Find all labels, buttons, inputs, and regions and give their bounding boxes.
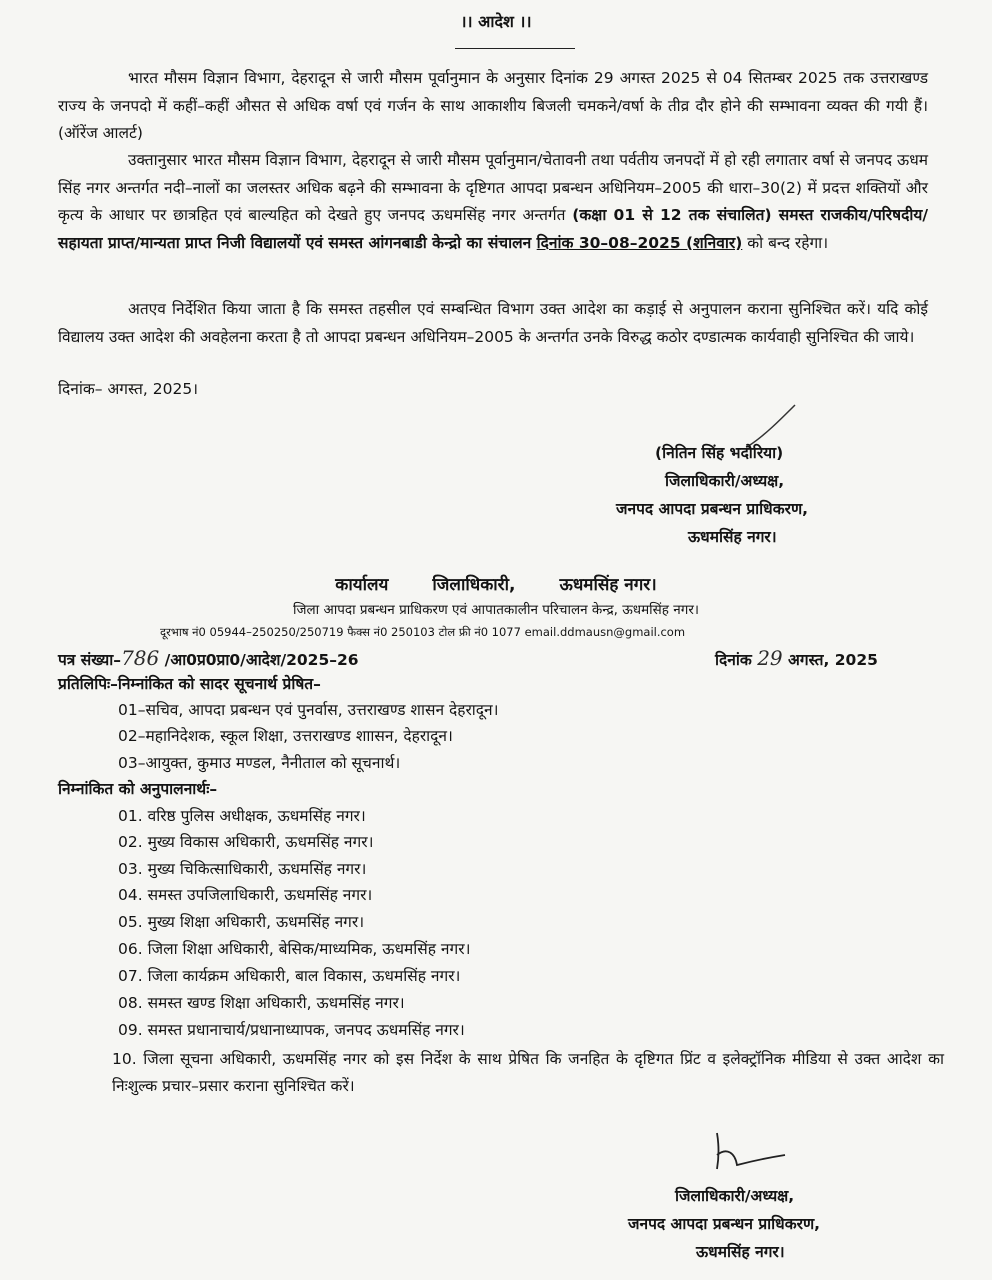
closure-scope: (कक्षा 01 से 12 तक संचालित) समस्त राजकीय/परिषदीय/सहायता प्राप्त/मान्यता प्राप्त निजी विद्यालयों एवं समस्त आंगनबाडी केन्द्रो का संचालन — [58, 206, 928, 252]
office-word-2: जिलाधिकारी, — [432, 575, 516, 595]
closure-date: दिनांक 30–08–2025 (शनिवार) — [536, 233, 743, 252]
office-word-3: ऊधमसिंह नगर। — [559, 575, 657, 595]
signatory-2-designation: जिलाधिकारी/अध्यक्ष, — [675, 1187, 795, 1205]
office-contact: दूरभाष नं0 05944–250250/250719 फैक्स नं0 250103 टोल फ्री नं0 1077 email.ddmausn@gmail.com — [160, 625, 686, 639]
compliance-item-10: 10. जिला सूचना अधिकारी, ऊधमसिंह नगर को इस निर्देश के साथ प्रेषित कि जनहित के दृष्टिगत प्रिंट व इलेक्ट्रॉनिक मीडिया से उक्त आदेश का निःशुल्क प्रचार–प्रसार कराना सुनिश्चित करें। — [112, 1050, 944, 1095]
compliance-item: 09. समस्त प्रधानाचार्य/प्रधानाध्यापक, जनपद ऊधमसिंह नगर। — [118, 1021, 465, 1039]
copy-item: 02–महानिदेशक, स्कूल शिक्षा, उत्तराखण्ड शाासन, देहरादून। — [118, 727, 453, 745]
letter-number-label: पत्र संख्या– — [58, 651, 122, 669]
copy-item: 01–सचिव, आपदा प्रबन्धन एवं पुनर्वास, उत्तराखण्ड शासन देहरादून। — [118, 701, 499, 719]
letter-number — [58, 646, 359, 670]
compliance-item: 01. वरिष्ठ पुलिस अधीक्षक, ऊधमसिंह नगर। — [118, 807, 366, 825]
office-header — [0, 572, 992, 595]
title-underline — [455, 48, 575, 49]
letter-number-rest: /आ0प्र0प्रा0/आदेश/2025–26 — [164, 651, 359, 669]
closure-tail: को बन्द रहेगा। — [742, 233, 829, 252]
compliance-item: 03. मुख्य चिकित्साधिकारी, ऊधमसिंह नगर। — [118, 860, 367, 878]
signatory-2-place: ऊधमसिंह नगर। — [696, 1243, 785, 1261]
signatory-name: (नितिन सिंह भदौरिया) — [655, 444, 784, 462]
letter-date-rest: अगस्त, 2025 — [788, 651, 878, 669]
closure-text: उक्तानुसार भारत मौसम विज्ञान विभाग, देहरादून से जारी मौसम पूर्वानुमान/चेतावनी तथा पर्वतीय जनपदों में हो रही लगातार वर्षा से जनपद ऊधम सिंह नगर अन्तर्गत नदी–नालों का जलस्तर अधिक बढ़ने की सम्भावना के दृष्टिगत आपदा प्रबन्धन अधिनियम–2005 की धारा–30(2) में प्रदत्त शक्तियों और कृत्य के आधार पर छात्रहित एवं बाल्यहित को देखते हुए जनपद ऊधमसिंह नगर अन्तर्गत — [58, 151, 928, 224]
compliance-item: 05. मुख्य शिक्षा अधिकारी, ऊधमसिंह नगर। — [118, 913, 365, 931]
letter-date-label: दिनांक — [715, 651, 752, 669]
compliance-item: 02. मुख्य विकास अधिकारी, ऊधमसिंह नगर। — [118, 833, 374, 851]
copy-heading: प्रतिलिपिः–निम्नांकित को सादर सूचनार्थ प्रेषित– — [58, 675, 321, 693]
compliance-item: 07. जिला कार्यक्रम अधिकारी, बाल विकास, ऊधमसिंह नगर। — [118, 967, 461, 985]
compliance-item: 06. जिला शिक्षा अधिकारी, बेसिक/माध्यमिक, ऊधमसिंह नगर। — [118, 940, 471, 958]
signature-mark-2 — [705, 1125, 795, 1175]
copy-item: 03–आयुक्त, कुमाउ मण्डल, नैनीताल को सूचनार्थ। — [118, 754, 401, 772]
signatory-authority: जनपद आपदा प्रबन्धन प्राधिकरण, — [616, 500, 809, 518]
office-word-1: कार्यालय — [335, 575, 389, 595]
letter-date-day: 29 — [757, 646, 783, 670]
signatory-2-authority: जनपद आपदा प्रबन्धन प्राधिकरण, — [628, 1215, 821, 1233]
office-subtitle: जिला आपदा प्रबन्धन प्राधिकरण एवं आपातकालीन परिचालन केन्द्र, ऊधमसिंह नगर। — [293, 602, 699, 618]
signatory-designation: जिलाधिकारी/अध्यक्ष, — [665, 472, 785, 490]
compliance-item: 04. समस्त उपजिलाधिकारी, ऊधमसिंह नगर। — [118, 886, 373, 904]
compliance-heading: निम्नांकित को अनुपालनार्थः– — [58, 780, 218, 798]
signatory-place: ऊधमसिंह नगर। — [688, 528, 777, 546]
order-title: ।। आदेश ।। — [460, 12, 532, 31]
paragraph-weather-forecast: भारत मौसम विज्ञान विभाग, देहरादून से जारी मौसम पूर्वानुमान के अनुसार दिनांक 29 अगस्त 2025 से 04 सितम्बर 2025 तक उत्तराखण्ड राज्य के जनपदो में कहीं–कहीं औसत से अधिक वर्षा एवं गर्जन के साथ आकाशीय बिजली चमकने/वर्षा के तीव्र दौर होने की सम्भावना व्यक्त की गयी हैं। (ऑरेंज आलर्ट) — [58, 69, 928, 142]
letter-date — [715, 646, 878, 670]
compliance-item: 08. समस्त खण्ड शिक्षा अधिकारी, ऊधमसिंह नगर। — [118, 994, 405, 1012]
paragraph-compliance-direction: अतएव निर्देशित किया जाता है कि समस्त तहसील एवं सम्बन्धित विभाग उक्त आदेश का कड़ाई से अनुपालन कराना सुनिश्चित करें। यदि कोई विद्यालय उक्त आदेश की अवहेलना करता है तो आपदा प्रबन्धन अधिनियम–2005 के अन्तर्गत उनके विरुद्ध कठोर दण्डात्मक कार्यवाही सुनिश्चित की जाये। — [58, 300, 928, 346]
paragraph-school-closure — [58, 147, 928, 257]
order-date-line: दिनांक– अगस्त, 2025। — [58, 380, 199, 398]
letter-number-handwritten: 786 — [121, 646, 160, 670]
